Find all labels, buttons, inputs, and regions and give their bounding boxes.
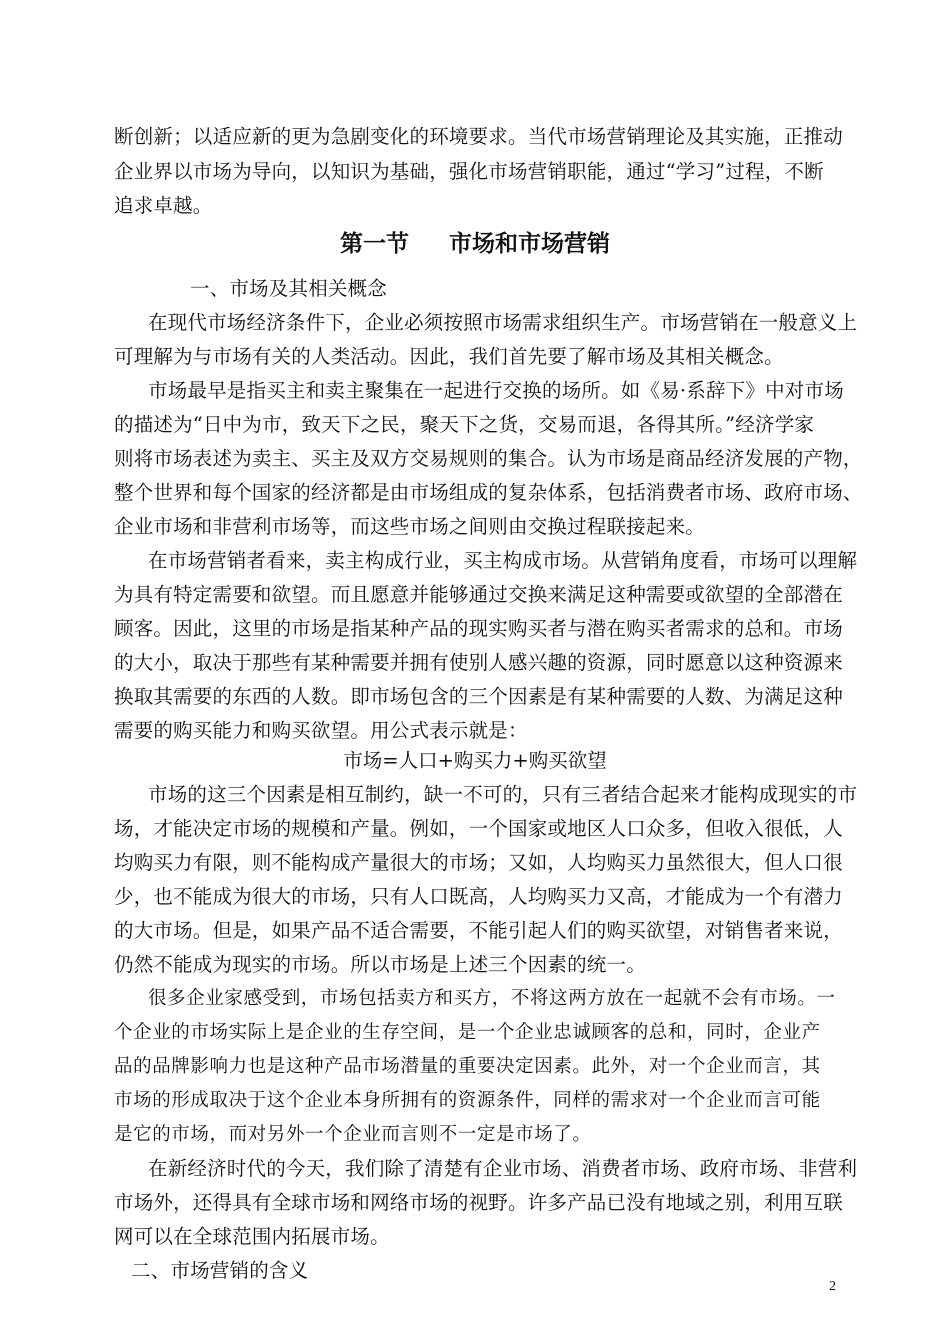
section-number: 第一节 bbox=[340, 231, 409, 257]
para5-line-1: 很多企业家感受到，市场包括卖方和买方，不将这两方放在一起就不会有市场。一 bbox=[148, 988, 836, 1009]
para1-line-1: 在现代市场经济条件下，企业必须按照市场需求组织生产。市场营销在一般意义上 bbox=[148, 311, 858, 334]
para6-line-3: 网可以在全球范围内拓展市场。 bbox=[114, 1225, 390, 1248]
para4-line-1: 市场的这三个因素是相互制约，缺一不可的，只有三者结合起来才能构成现实的市 bbox=[148, 783, 858, 806]
section-title: 市场和市场营销 bbox=[449, 231, 610, 257]
para4-line-4: 少，也不能成为很大的市场，只有人口既高，人均购买力又高，才能成为一个有潜力 bbox=[114, 885, 843, 908]
para1-line-2: 可理解为与市场有关的人类活动。因此，我们首先要了解市场及其相关概念。 bbox=[114, 345, 784, 368]
intro-line-1: 断创新；以适应新的更为急剧变化的环境要求。当代市场营销理论及其实施，正推动 bbox=[114, 125, 843, 148]
para5-line-3: 品的品牌影响力也是这种产品市场潜量的重要决定因素。此外，对一个企业而言，其 bbox=[114, 1056, 821, 1077]
subheading-1: 一、市场及其相关概念 bbox=[190, 277, 388, 300]
formula: 市场=人口+购买力+购买欲望 bbox=[343, 749, 607, 772]
para3-line-1: 在市场营销者看来，卖主构成行业，买主构成市场。从营销角度看，市场可以理解 bbox=[148, 549, 858, 572]
para5-line-2: 个企业的市场实际上是企业的生存空间，是一个企业忠诚顾客的总和，同时，企业产 bbox=[114, 1022, 821, 1043]
subheading-2: 二、市场营销的含义 bbox=[131, 1259, 309, 1282]
para2-line-3: 则将市场表述为卖主、买主及双方交易规则的集合。认为市场是商品经济发展的产物， bbox=[114, 447, 863, 470]
para4-line-6: 仍然不能成为现实的市场。所以市场是上述三个因素的统一。 bbox=[114, 953, 646, 976]
para3-line-4: 的大小，取决于那些有某种需要并拥有使别人感兴趣的资源，同时愿意以这种资源来 bbox=[114, 651, 843, 674]
para4-line-3: 均购买力有限，则不能构成产量很大的市场；又如，人均购买力虽然很大，但人口很 bbox=[114, 851, 843, 874]
intro-line-2: 企业界以市场为导向，以知识为基础，强化市场营销职能，通过“学习”过程，不断 bbox=[114, 160, 824, 183]
para2-line-1: 市场最早是指买主和卖主聚集在一起进行交换的场所。如《易·系辞下》中对市场 bbox=[148, 379, 844, 402]
para5-line-4: 市场的形成取决于这个企业本身所拥有的资源条件，同样的需求对一个企业而言可能 bbox=[114, 1090, 821, 1111]
para2-line-5: 企业市场和非营利市场等，而这些市场之间则由交换过程联接起来。 bbox=[114, 515, 706, 538]
para2-line-2: 的描述为“日中为市，致天下之民，聚天下之货，交易而退，各得其所。”经济学家 bbox=[114, 413, 815, 436]
para4-line-5: 的大市场。但是，如果产品不适合需要，不能引起人们的购买欲望，对销售者来说， bbox=[114, 919, 843, 942]
para6-line-1: 在新经济时代的今天，我们除了清楚有企业市场、消费者市场、政府市场、非营利 bbox=[148, 1157, 858, 1180]
section-heading bbox=[0, 228, 950, 260]
intro-line-3: 追求卓越。 bbox=[114, 194, 213, 217]
page-number: 2 bbox=[829, 1279, 836, 1294]
para3-line-3: 顾客。因此，这里的市场是指某种产品的现实购买者与潜在购买者需求的总和。市场 bbox=[114, 617, 843, 640]
para3-line-5: 换取其需要的东西的人数。即市场包含的三个因素是有某种需要的人数、为满足这种 bbox=[114, 685, 843, 708]
para2-line-4: 整个世界和每个国家的经济都是由市场组成的复杂体系，包括消费者市场、政府市场、 bbox=[114, 481, 863, 504]
para3-line-6: 需要的购买能力和购买欲望。用公式表示就是： bbox=[114, 719, 528, 742]
para3-line-2: 为具有特定需要和欲望。而且愿意并能够通过交换来满足这种需要或欲望的全部潜在 bbox=[114, 583, 843, 606]
para6-line-2: 市场外，还得具有全球市场和网络市场的视野。许多产品已没有地域之别，利用互联 bbox=[114, 1191, 843, 1214]
para4-line-2: 场，才能决定市场的规模和产量。例如，一个国家或地区人口众多，但收入很低，人 bbox=[114, 817, 843, 840]
para5-line-5: 是它的市场，而对另外一个企业而言则不一定是市场了。 bbox=[114, 1124, 592, 1145]
